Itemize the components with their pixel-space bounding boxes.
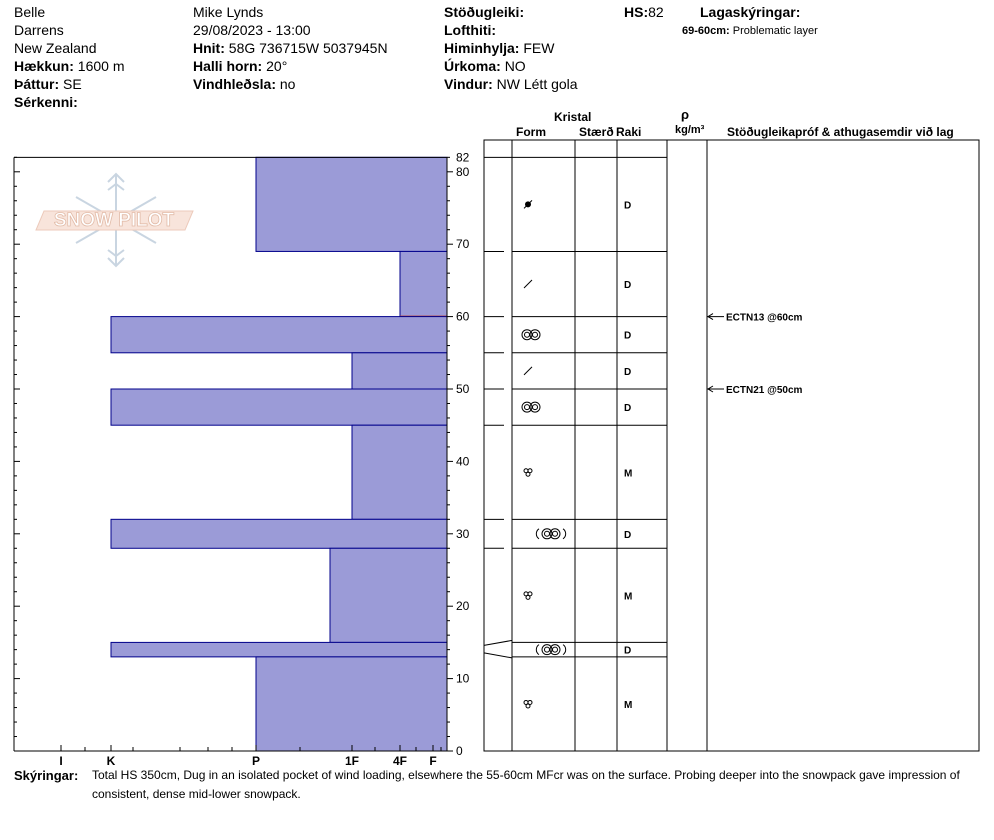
observer-name: Mike Lynds — [193, 4, 264, 20]
height-tick-label: 50 — [456, 382, 470, 396]
size-header: Stærð — [579, 125, 614, 139]
tests-header: Stöðugleikapróf & athugasemdir við lag — [727, 125, 954, 139]
decomposing-symbol — [524, 367, 532, 375]
legend-title: Lagaskýringar: — [700, 4, 801, 20]
area-name: Darrens — [14, 22, 64, 38]
logo-text: SNOW PILOT — [53, 210, 175, 231]
crust-ring-inner — [545, 531, 550, 536]
wind-value: NW Létt gola — [496, 76, 578, 92]
hardness-tick-label: F — [429, 754, 437, 768]
stability-label: Stöðugleiki: — [444, 4, 525, 20]
height-tick-label: 70 — [456, 237, 470, 252]
melt-form-grain — [526, 704, 530, 708]
hardness-bar-4 — [111, 389, 447, 425]
height-tick-label: 60 — [456, 309, 470, 324]
crust-ring-inner — [525, 405, 530, 410]
elevation-label: Hækkun: — [14, 58, 74, 74]
melt-form-grain — [526, 595, 530, 599]
comments-label: Skýringar: — [14, 768, 79, 783]
crust-ring-inner — [553, 531, 558, 536]
aspect-label: Þáttur: — [14, 76, 60, 92]
crust-bracket-right — [563, 645, 566, 655]
hardness-tick-label: I — [59, 754, 63, 768]
moisture-header: Raki — [616, 125, 642, 139]
slope-value: 20° — [266, 58, 288, 74]
precip-value: NO — [504, 58, 526, 74]
form-header: Form — [516, 125, 546, 139]
crust-bracket-left — [536, 529, 539, 539]
crust-ring-inner — [533, 332, 538, 337]
sky-value: FEW — [523, 40, 555, 56]
coords-label: Hnit: — [193, 40, 225, 56]
aspect-value: SE — [63, 76, 82, 92]
moisture-value-3: D — [624, 366, 632, 378]
crystal-form-symbol-0 — [524, 200, 532, 208]
crust-ring-inner — [553, 647, 558, 652]
height-tick-label: 0 — [456, 744, 463, 758]
moisture-value-4: D — [624, 403, 632, 415]
moisture-value-1: D — [624, 280, 632, 292]
moisture-value-5: M — [624, 468, 633, 480]
coords-value: 58G 736715W 5037945N — [228, 40, 388, 56]
specifics-label: Sérkenni: — [14, 94, 78, 110]
hardness-bar-8 — [111, 642, 447, 656]
hardness-tick-label: 1F — [344, 754, 360, 768]
hardness-bar-1 — [400, 251, 447, 316]
hs-label: HS: — [624, 4, 649, 20]
hardness-bar-6 — [111, 519, 447, 548]
hardness-tick-label: 4F — [392, 754, 408, 768]
slope-label: Halli horn: — [193, 58, 263, 74]
height-tick-label: 30 — [456, 526, 470, 541]
crust-ring-inner — [533, 405, 538, 410]
crust-bracket-right — [563, 529, 566, 539]
precip-label: Úrkoma: — [444, 58, 501, 74]
hs-value: 82 — [648, 4, 664, 20]
observation-datetime: 29/08/2023 - 13:00 — [193, 22, 311, 38]
legend-item-text: Problematic layer — [732, 25, 818, 37]
country-name: New Zealand — [14, 40, 97, 56]
hardness-tick-label: K — [106, 754, 116, 768]
hardness-bar-9 — [256, 657, 447, 751]
moisture-value-9: M — [624, 699, 633, 711]
density-symbol: ρ — [681, 107, 690, 122]
crystal-form-symbol-5 — [524, 469, 532, 477]
crystal-form-symbol-7 — [524, 592, 532, 600]
crust-ring-inner — [525, 332, 530, 337]
hardness-tick-label: P — [251, 754, 261, 768]
decomposing-symbol — [524, 280, 532, 288]
hardness-bar-0 — [256, 157, 447, 251]
elevation-value: 1600 m — [77, 58, 125, 74]
crystal-header: Kristal — [554, 110, 592, 124]
height-tick-label: 10 — [456, 671, 470, 686]
moisture-value-8: D — [624, 645, 632, 657]
height-tick-label: 80 — [456, 164, 470, 179]
crystal-form-symbol-4 — [522, 402, 540, 412]
crystal-form-symbol-8 — [536, 645, 565, 655]
legend-item-range: 69-60cm: — [682, 25, 730, 37]
air-temp-label: Lofthiti: — [444, 22, 497, 38]
sky-label: Himinhylja: — [444, 40, 520, 56]
test-result-0: ECTN13 @60cm — [726, 312, 803, 324]
crust-ring-inner — [545, 647, 550, 652]
hardness-bar-3 — [352, 353, 447, 389]
crystal-form-symbol-6 — [536, 529, 565, 539]
density-unit: kg/m³ — [675, 124, 705, 136]
layer-table-frame — [484, 140, 979, 751]
melt-form-grain — [526, 472, 530, 476]
wind-label: Vindur: — [444, 76, 493, 92]
layer-connector-slanted — [484, 640, 512, 645]
hardness-bar-5 — [352, 425, 447, 519]
crystal-form-symbol-9 — [524, 700, 532, 708]
height-tick-label: 82 — [456, 150, 470, 165]
location-name: Belle — [14, 4, 46, 20]
test-result-1: ECTN21 @50cm — [726, 385, 803, 396]
moisture-value-6: D — [624, 529, 632, 541]
moisture-value-7: M — [624, 591, 633, 603]
crust-bracket-left — [536, 645, 539, 655]
moisture-value-2: D — [624, 330, 632, 342]
height-tick-label: 40 — [456, 454, 470, 469]
moisture-value-0: D — [624, 200, 632, 212]
crystal-form-symbol-1 — [524, 280, 532, 288]
wind-loading-value: no — [279, 76, 296, 92]
hardness-bar-7 — [330, 548, 447, 642]
comments-text: Total HS 350cm, Dug in an isolated pocket of wind loading, elsewhere the 55-60cm MFcr was on the surface. Probing deeper into the snowpack gave impression of consistent, dense mid-lower snowpack. — [92, 768, 960, 801]
height-tick-label: 20 — [456, 599, 470, 614]
crystal-form-symbol-3 — [524, 367, 532, 375]
wind-loading-label: Vindhleðsla: — [193, 76, 276, 92]
layer-connector-slanted — [484, 653, 512, 658]
crystal-form-symbol-2 — [522, 330, 540, 340]
hardness-bar-2 — [111, 317, 447, 353]
snowpilot-logo — [36, 174, 193, 266]
